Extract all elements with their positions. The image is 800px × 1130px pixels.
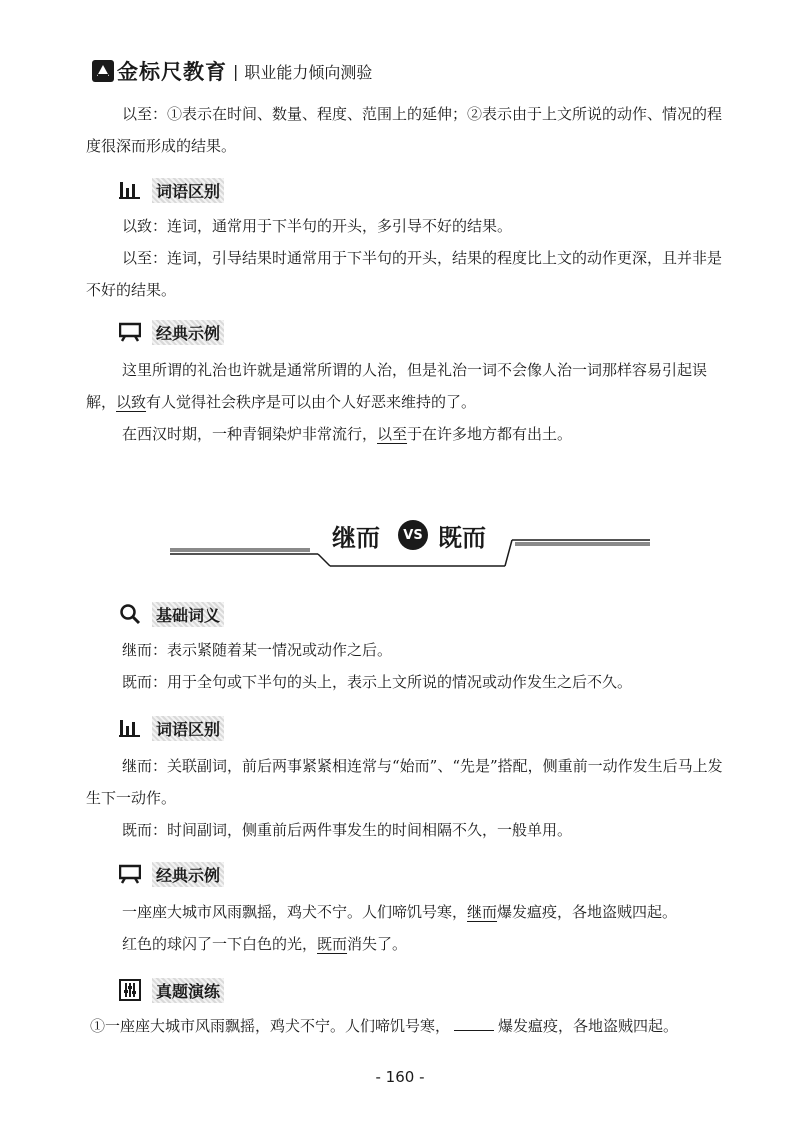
page-number: - 160 - — [375, 1068, 425, 1086]
diff-paragraph-2 — [86, 242, 726, 306]
basic-text: 既而：用于全句或下半句的头上，表示上文所说的情况或动作发生之后不久。 — [122, 673, 633, 691]
top-paragraph — [86, 98, 726, 162]
underlined-word: 以至 — [377, 425, 408, 443]
header-separator: | — [233, 61, 239, 81]
section-header-diff-1 — [118, 176, 224, 204]
search-icon — [118, 603, 142, 625]
banner-left-word: 继而 — [332, 523, 380, 552]
section-header-basic — [118, 600, 224, 628]
easel-icon — [118, 863, 142, 885]
example-paragraph-4 — [86, 928, 726, 960]
diff-text: 以致：连词，通常用于下半句的开头，多引导不好的结果。 — [122, 217, 513, 235]
section-title: 经典示例 — [152, 320, 224, 345]
logo-icon — [92, 60, 114, 82]
section-header-practice — [118, 976, 224, 1004]
diff-text: 既而：时间副词，侧重前后两件事发生的时间相隔不久，一般单用。 — [122, 821, 573, 839]
underlined-word: 以致 — [116, 393, 147, 411]
banner-right-word: 既而 — [438, 523, 486, 552]
diff-text: 继而：关联副词，前后两事紧紧相连常与“始而”、“先是”搭配，侧重前一动作发生后马上发生下一动作。 — [86, 757, 723, 807]
example-text: 消失了。 — [347, 935, 408, 953]
example-text: 有人觉得社会秩序是可以由个人好恶来维持的了。 — [146, 393, 477, 411]
section-header-example-2 — [118, 860, 224, 888]
top-paragraph-text: 以至：①表示在时间、数量、程度、范围上的延伸；②表示由于上文所说的动作、情况的程度很深而形成的结果。 — [86, 105, 723, 155]
brand-name: 金标尺教育 — [117, 60, 227, 84]
example-paragraph-2 — [86, 418, 726, 450]
page-header — [92, 56, 372, 86]
section-title: 词语区别 — [152, 716, 224, 741]
example-text: 这里所谓的礼治也许就是通常所谓的人治，但是礼治一词不会像人治一词那样容易引起误解， — [86, 361, 708, 411]
underlined-word: 既而 — [317, 935, 348, 953]
equalizer-icon — [118, 979, 142, 1001]
header-subtitle: 职业能力倾向测验 — [244, 62, 373, 82]
diff-text: 以至：连词，引导结果时通常用于下半句的开头，结果的程度比上文的动作更深，且并非是不好的结果。 — [86, 249, 723, 299]
practice-question-1 — [90, 1010, 750, 1042]
question-text: ①一座座大城市风雨飘摇，鸡犬不宁。人们啼饥号寒， — [90, 1017, 451, 1035]
example-text: 于在许多地方都有出土。 — [407, 425, 573, 443]
section-title: 真题演练 — [152, 978, 224, 1003]
example-text: 爆发瘟疫，各地盗贼四起。 — [497, 903, 678, 921]
example-paragraph-1 — [86, 354, 726, 418]
question-text: 爆发瘟疫，各地盗贼四起。 — [498, 1017, 679, 1035]
diff-paragraph-3 — [86, 750, 726, 814]
section-title: 经典示例 — [152, 862, 224, 887]
bar-chart-icon — [118, 717, 142, 739]
section-title: 基础词义 — [152, 602, 224, 627]
bar-chart-icon — [118, 179, 142, 201]
diff-paragraph-1 — [86, 210, 726, 242]
basic-paragraph-1 — [86, 634, 726, 666]
basic-text: 继而：表示紧随着某一情况或动作之后。 — [122, 641, 393, 659]
basic-paragraph-2 — [86, 666, 726, 698]
example-text: 在西汉时期，一种青铜染炉非常流行， — [122, 425, 378, 443]
example-paragraph-3 — [86, 896, 726, 928]
section-header-diff-2 — [118, 714, 224, 742]
comparison-banner — [170, 510, 650, 570]
section-title: 词语区别 — [152, 178, 224, 203]
diff-paragraph-4 — [86, 814, 726, 846]
answer-blank — [454, 1014, 494, 1031]
easel-icon — [118, 321, 142, 343]
vs-badge: VS — [398, 520, 428, 550]
underlined-word: 继而 — [467, 903, 498, 921]
example-text: 一座座大城市风雨飘摇，鸡犬不宁。人们啼饥号寒， — [122, 903, 468, 921]
section-header-example-1 — [118, 318, 224, 346]
example-text: 红色的球闪了一下白色的光， — [122, 935, 318, 953]
